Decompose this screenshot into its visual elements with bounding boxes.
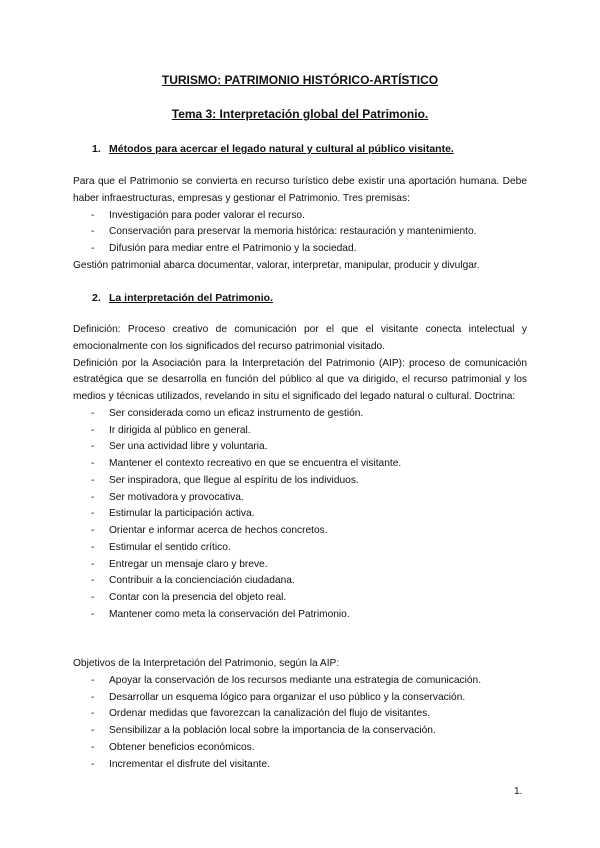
section1-closing: Gestión patrimonial abarca documentar, valorar, interpretar, manipular, producir y divulgar.: [73, 259, 480, 271]
dash-bullet-icon: -: [91, 674, 95, 686]
objectives-intro: Objetivos de la Interpretación del Patrimonio, según la AIP:: [73, 658, 340, 669]
section1-premises-list: [73, 208, 527, 258]
dash-bullet-icon: -: [91, 758, 95, 770]
dash-bullet-icon: -: [91, 424, 95, 436]
section2-doctrine-list: [73, 406, 527, 624]
list-item: - Sensibilizar a la población local sobre la importancia de la conservación.: [73, 723, 527, 740]
list-item: - Mantener como meta la conservación del Patrimonio.: [73, 607, 527, 624]
objectives-list: [73, 673, 527, 774]
section2-definition: Definición: Proceso creativo de comunicación por el que el visitante conecta intelectual y emocionalmente con los significados del recurso patrimonial visitado.: [73, 324, 527, 352]
list-item: - Desarrollar un esquema lógico para organizar el uso público y la conservación.: [73, 690, 527, 707]
dash-bullet-icon: -: [91, 608, 95, 620]
section2-number: 2.: [92, 292, 101, 304]
list-item: - Orientar e informar acerca de hechos concretos.: [73, 523, 527, 540]
objectives-block: [73, 656, 527, 773]
list-item: - Ser inspiradora, que llegue al espíritu de los individuos.: [73, 473, 527, 490]
list-item: - Conservación para preservar la memoria histórica: restauración y mantenimiento.: [73, 224, 527, 241]
section1-number: 1.: [92, 143, 101, 155]
dash-bullet-icon: -: [91, 407, 95, 419]
list-item: - Difusión para mediar entre el Patrimonio y la sociedad.: [73, 241, 527, 258]
dash-bullet-icon: -: [91, 725, 95, 736]
dash-bullet-icon: -: [91, 525, 95, 536]
dash-bullet-icon: -: [91, 209, 95, 221]
dash-bullet-icon: -: [91, 558, 95, 570]
section1-intro: Para que el Patrimonio se convierta en recurso turístico debe existir una aportación humana. Debe haber infraestructuras, empresas y gestionar el Patrimonio. Tres premisas:: [73, 176, 527, 204]
section2-heading: [92, 292, 273, 304]
section1-body: [73, 174, 527, 275]
list-item: - Contribuir a la concienciación ciudadana.: [73, 573, 527, 590]
list-item: - Estimular la participación activa.: [73, 506, 527, 523]
dash-bullet-icon: -: [91, 243, 95, 254]
list-item: - Ser una actividad libre y voluntaria.: [73, 439, 527, 456]
list-item: - Ser considerada como un eficaz instrumento de gestión.: [73, 406, 527, 423]
dash-bullet-icon: -: [91, 226, 95, 238]
dash-bullet-icon: -: [91, 474, 95, 486]
dash-bullet-icon: -: [91, 491, 95, 503]
dash-bullet-icon: -: [91, 592, 95, 603]
dash-bullet-icon: -: [91, 741, 95, 753]
list-item: - Ir dirigida al público en general.: [73, 423, 527, 440]
list-item: - Contar con la presencia del objeto real.: [73, 590, 527, 607]
list-item: - Ser motivadora y provocativa.: [73, 490, 527, 507]
dash-bullet-icon: -: [91, 708, 95, 720]
section1-heading: [92, 143, 454, 155]
list-item: - Obtener beneficios económicos.: [73, 740, 527, 757]
list-item: - Estimular el sentido crítico.: [73, 540, 527, 557]
dash-bullet-icon: -: [91, 691, 95, 703]
dash-bullet-icon: -: [91, 541, 95, 553]
page-number: 1.: [514, 786, 523, 797]
section2-aip-definition: Definición por la Asociación para la Interpretación del Patrimonio (AIP): proceso de comunicación estratégica que se desarrolla en función del público al que va dirigido, el recurso patrimonial y los medios y técnicas utilizados, revelando in situ el significado del legado natural o cultural. Doctrina:: [73, 357, 527, 402]
dash-bullet-icon: -: [91, 575, 95, 587]
dash-bullet-icon: -: [91, 508, 95, 520]
list-item: - Mantener el contexto recreativo en que se encuentra el visitante.: [73, 456, 527, 473]
dash-bullet-icon: -: [91, 458, 95, 469]
list-item: - Investigación para poder valorar el recurso.: [73, 208, 527, 225]
list-item: - Ordenar medidas que favorezcan la canalización del flujo de visitantes.: [73, 706, 527, 723]
section2-body: [73, 322, 527, 624]
dash-bullet-icon: -: [91, 441, 95, 453]
list-item: - Entregar un mensaje claro y breve.: [73, 557, 527, 574]
section2-heading-text: La interpretación del Patrimonio.: [109, 292, 273, 304]
section1-heading-text: Métodos para acercar el legado natural y cultural al público visitante.: [109, 143, 454, 155]
list-item: - Apoyar la conservación de los recursos mediante una estrategia de comunicación.: [73, 673, 527, 690]
document-title: TURISMO: PATRIMONIO HISTÓRICO-ARTÍSTICO: [161, 73, 439, 87]
topic-title: Tema 3: Interpretación global del Patrimonio.: [171, 107, 429, 121]
list-item: - Incrementar el disfrute del visitante.: [73, 757, 527, 774]
